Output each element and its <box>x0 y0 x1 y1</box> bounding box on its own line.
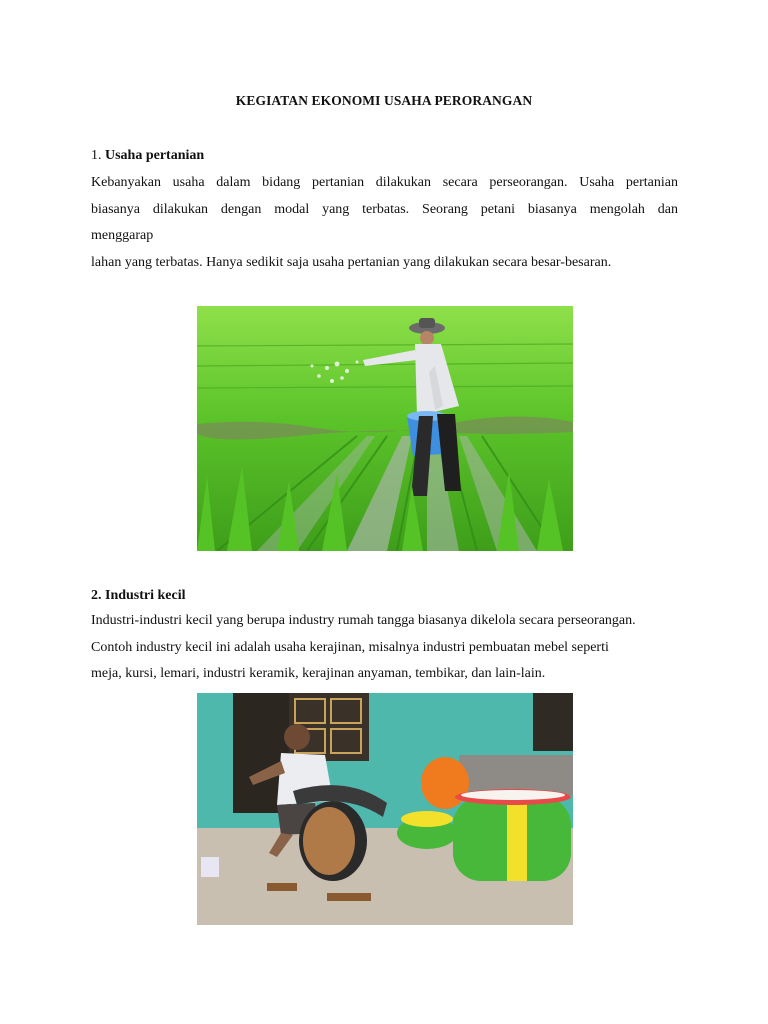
section-2-paragraph <box>91 608 678 688</box>
section-1-title: Usaha pertanian <box>105 148 205 163</box>
section-2-line: Industri-industri kecil yang berupa industry rumah tangga biasanya dikelola secara perseorangan. <box>91 613 636 628</box>
section-2-number: 2. <box>91 588 102 603</box>
section-2-heading <box>91 588 186 604</box>
section-1-line: menggarap <box>91 228 154 243</box>
section-1-heading <box>91 148 204 164</box>
workshop-illustration <box>197 693 573 925</box>
document-title: KEGIATAN EKONOMI USAHA PERORANGAN <box>235 93 533 108</box>
section-2-line: meja, kursi, lemari, industri keramik, kerajinan anyaman, tembikar, dan lain-lain. <box>91 666 546 681</box>
rice-field-farmer-photo <box>197 306 573 551</box>
section-2-title: Industri kecil <box>105 588 186 603</box>
section-1-line: Kebanyakan usaha dalam bidang pertanian dilakukan secara perseorangan. Usaha pertanian <box>91 175 678 190</box>
section-1-number: 1. <box>91 148 102 163</box>
rice-field-illustration <box>197 306 573 551</box>
section-1-paragraph <box>91 170 678 276</box>
craftsman-tire-furniture-photo <box>197 693 573 925</box>
section-1-line: biasanya dilakukan dengan modal yang terbatas. Seorang petani biasanya mengolah dan <box>91 201 678 217</box>
section-1-line: lahan yang terbatas. Hanya sedikit saja usaha pertanian yang dilakukan secara besar-besaran. <box>91 254 612 270</box>
section-2-line: Contoh industry kecil ini adalah usaha kerajinan, misalnya industri pembuatan mebel seperti <box>91 639 609 655</box>
